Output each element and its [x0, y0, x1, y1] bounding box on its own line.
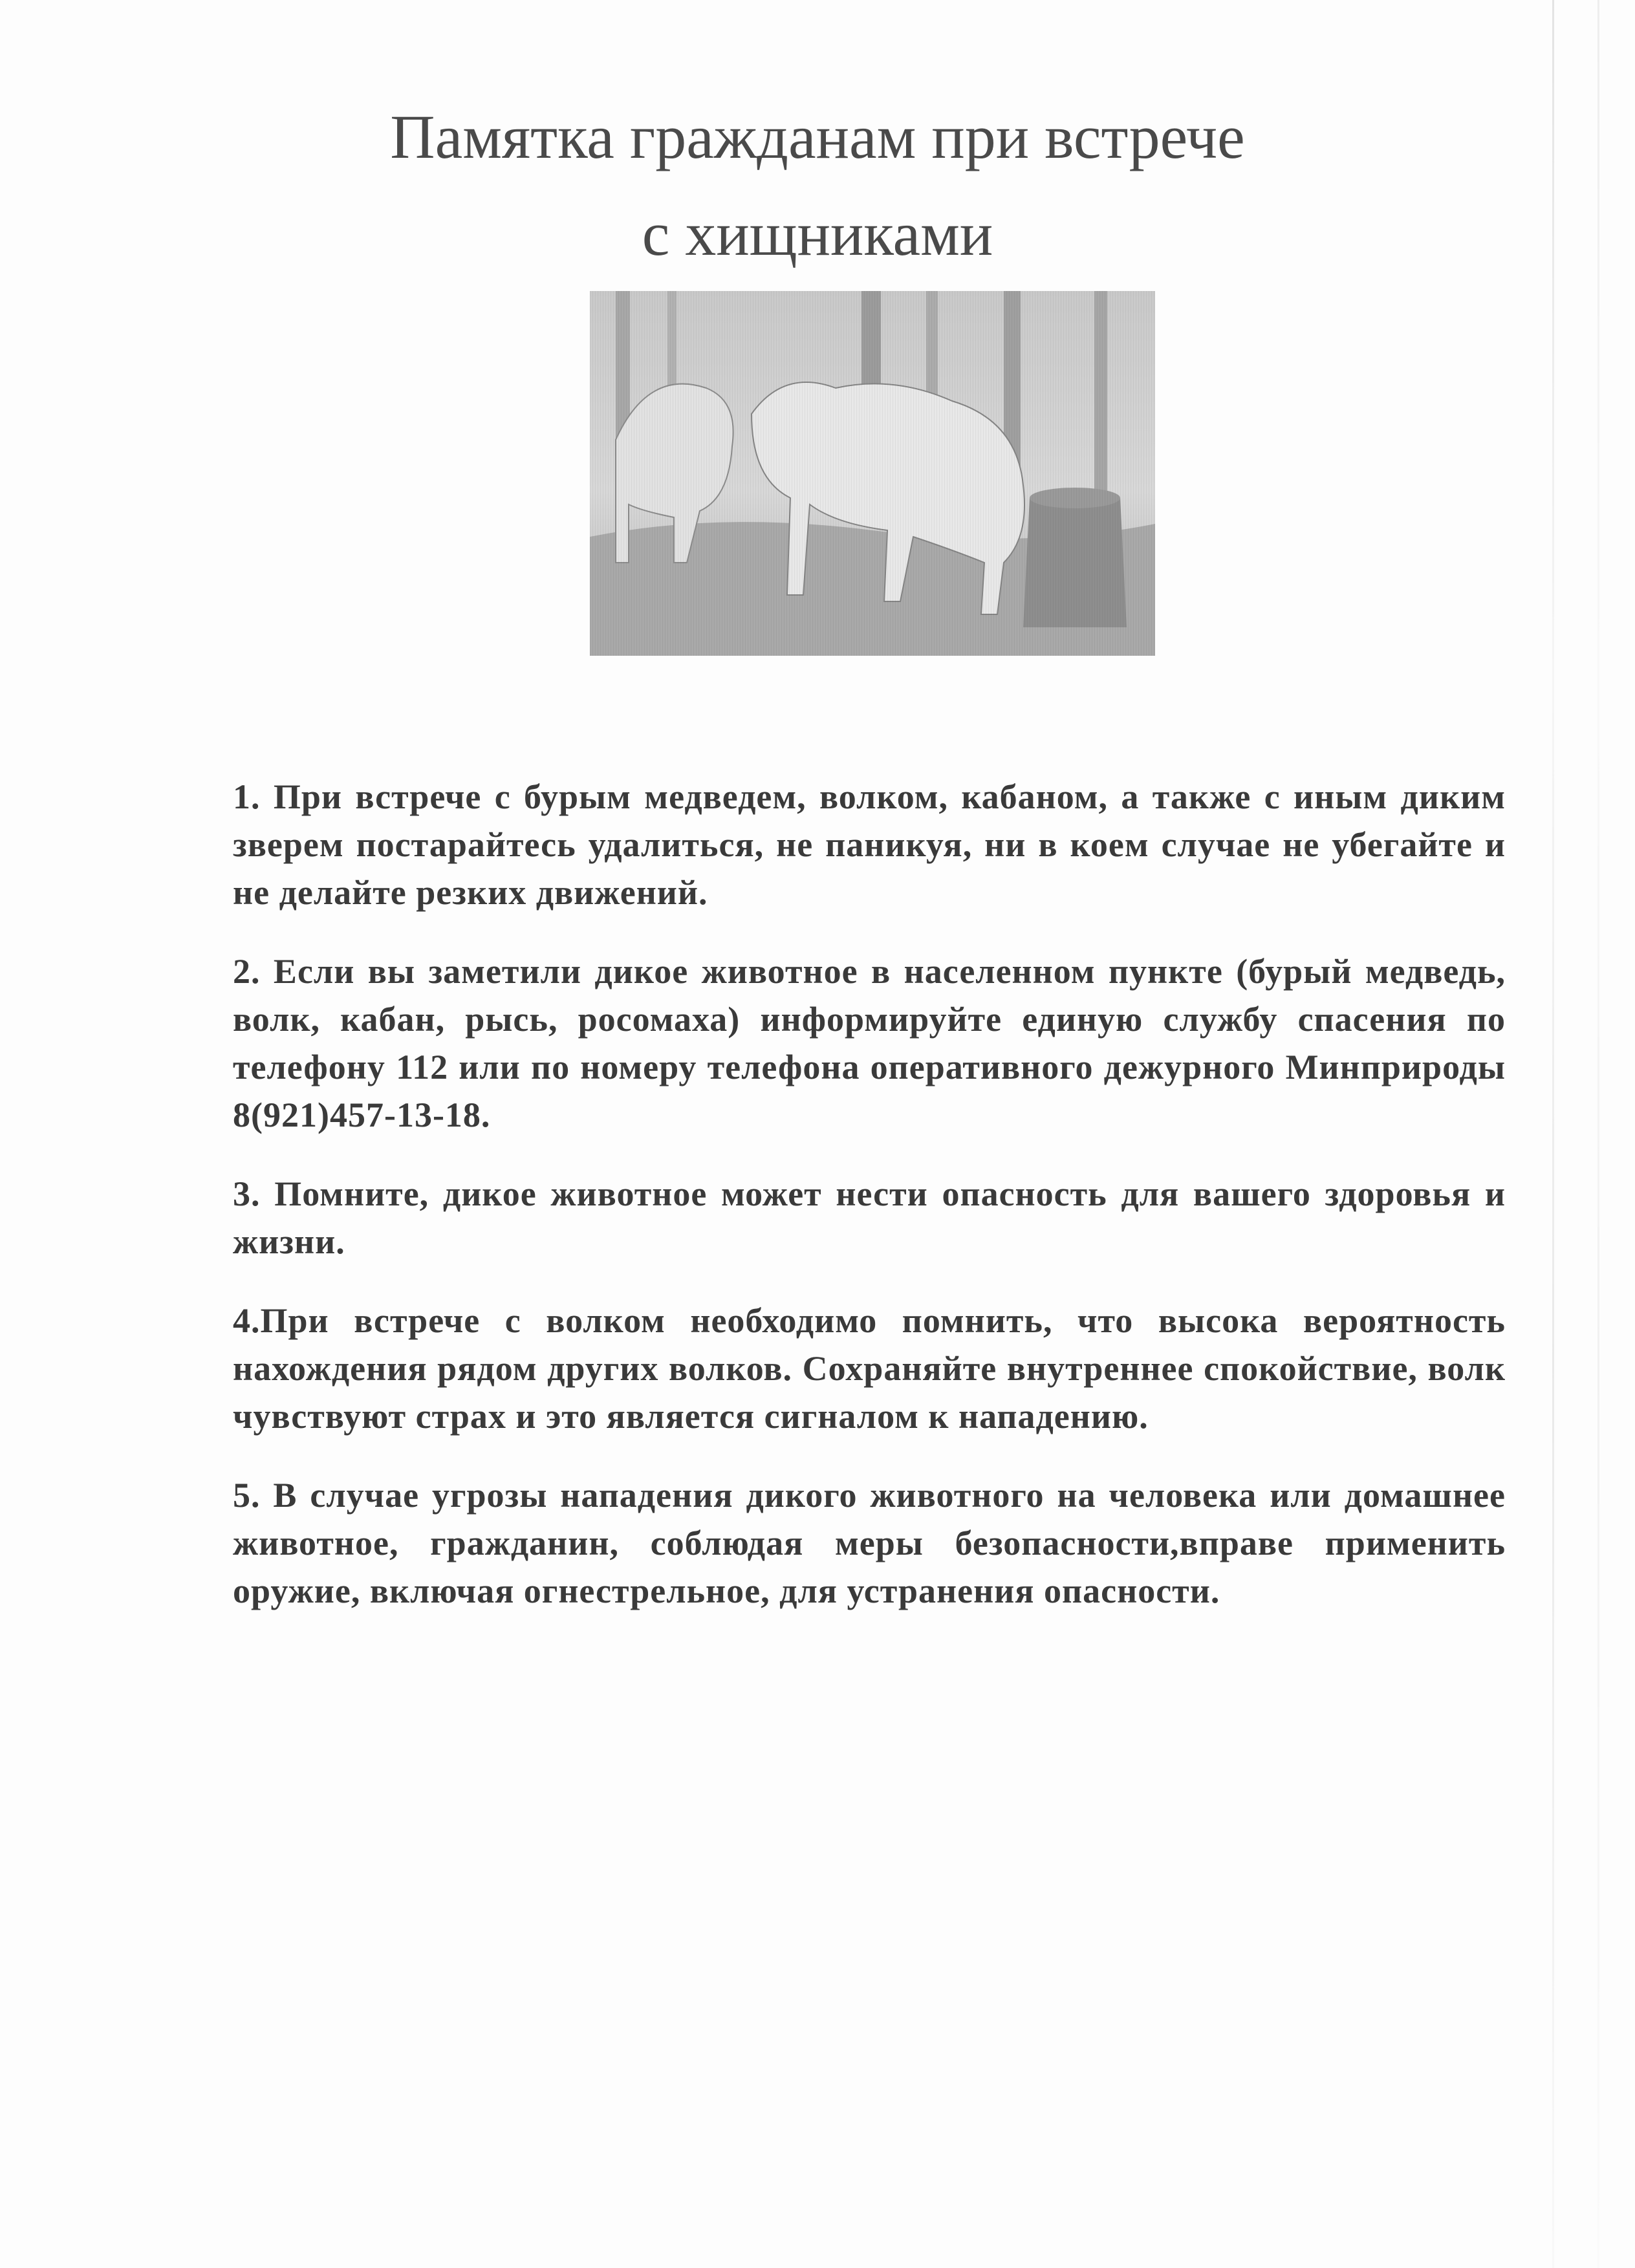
scan-streak [1552, 0, 1554, 2268]
page-title-line-2: с хищниками [642, 199, 993, 268]
page-title-line-1: Памятка гражданам при встрече [390, 102, 1245, 171]
instruction-item-3: 3. Помните, дикое животное может нести опасность для вашего здоровья и жизни. [233, 1174, 1506, 1261]
wolves-photo-illustration [590, 291, 1155, 656]
instruction-item-5: 5. В случае угрозы нападения дикого животного на человека или домашнее животное, гражданин, соблюдая меры безопасности,вправе применить оружие, включая огнестрельное, для устранения опасности. [233, 1476, 1506, 1610]
instruction-item-1: 1. При встрече с бурым медведем, волком, кабаном, а также с иным диким зверем постарайтесь удалиться, не паникуя, ни в коем случае не убегайте и не делайте резких движений. [233, 777, 1506, 912]
instructions-list [233, 773, 1506, 1646]
instruction-item-2: 2. Если вы заметили дикое животное в населенном пункте (бурый медведь, волк, кабан, рысь, росомаха) информируйте единую службу спасения по телефону 112 или по номеру телефона оперативного дежурного Минприроды 8(921)457-13-18. [233, 952, 1506, 1134]
instruction-item-4: 4.При встрече с волком необходимо помнить, что высока вероятность нахождения рядом других волков. Сохраняйте внутреннее спокойствие, волк чувствуют страх и это является сигналом к нападению. [233, 1301, 1506, 1436]
scan-streak [1597, 0, 1599, 2268]
wolves-photo [590, 291, 1155, 656]
